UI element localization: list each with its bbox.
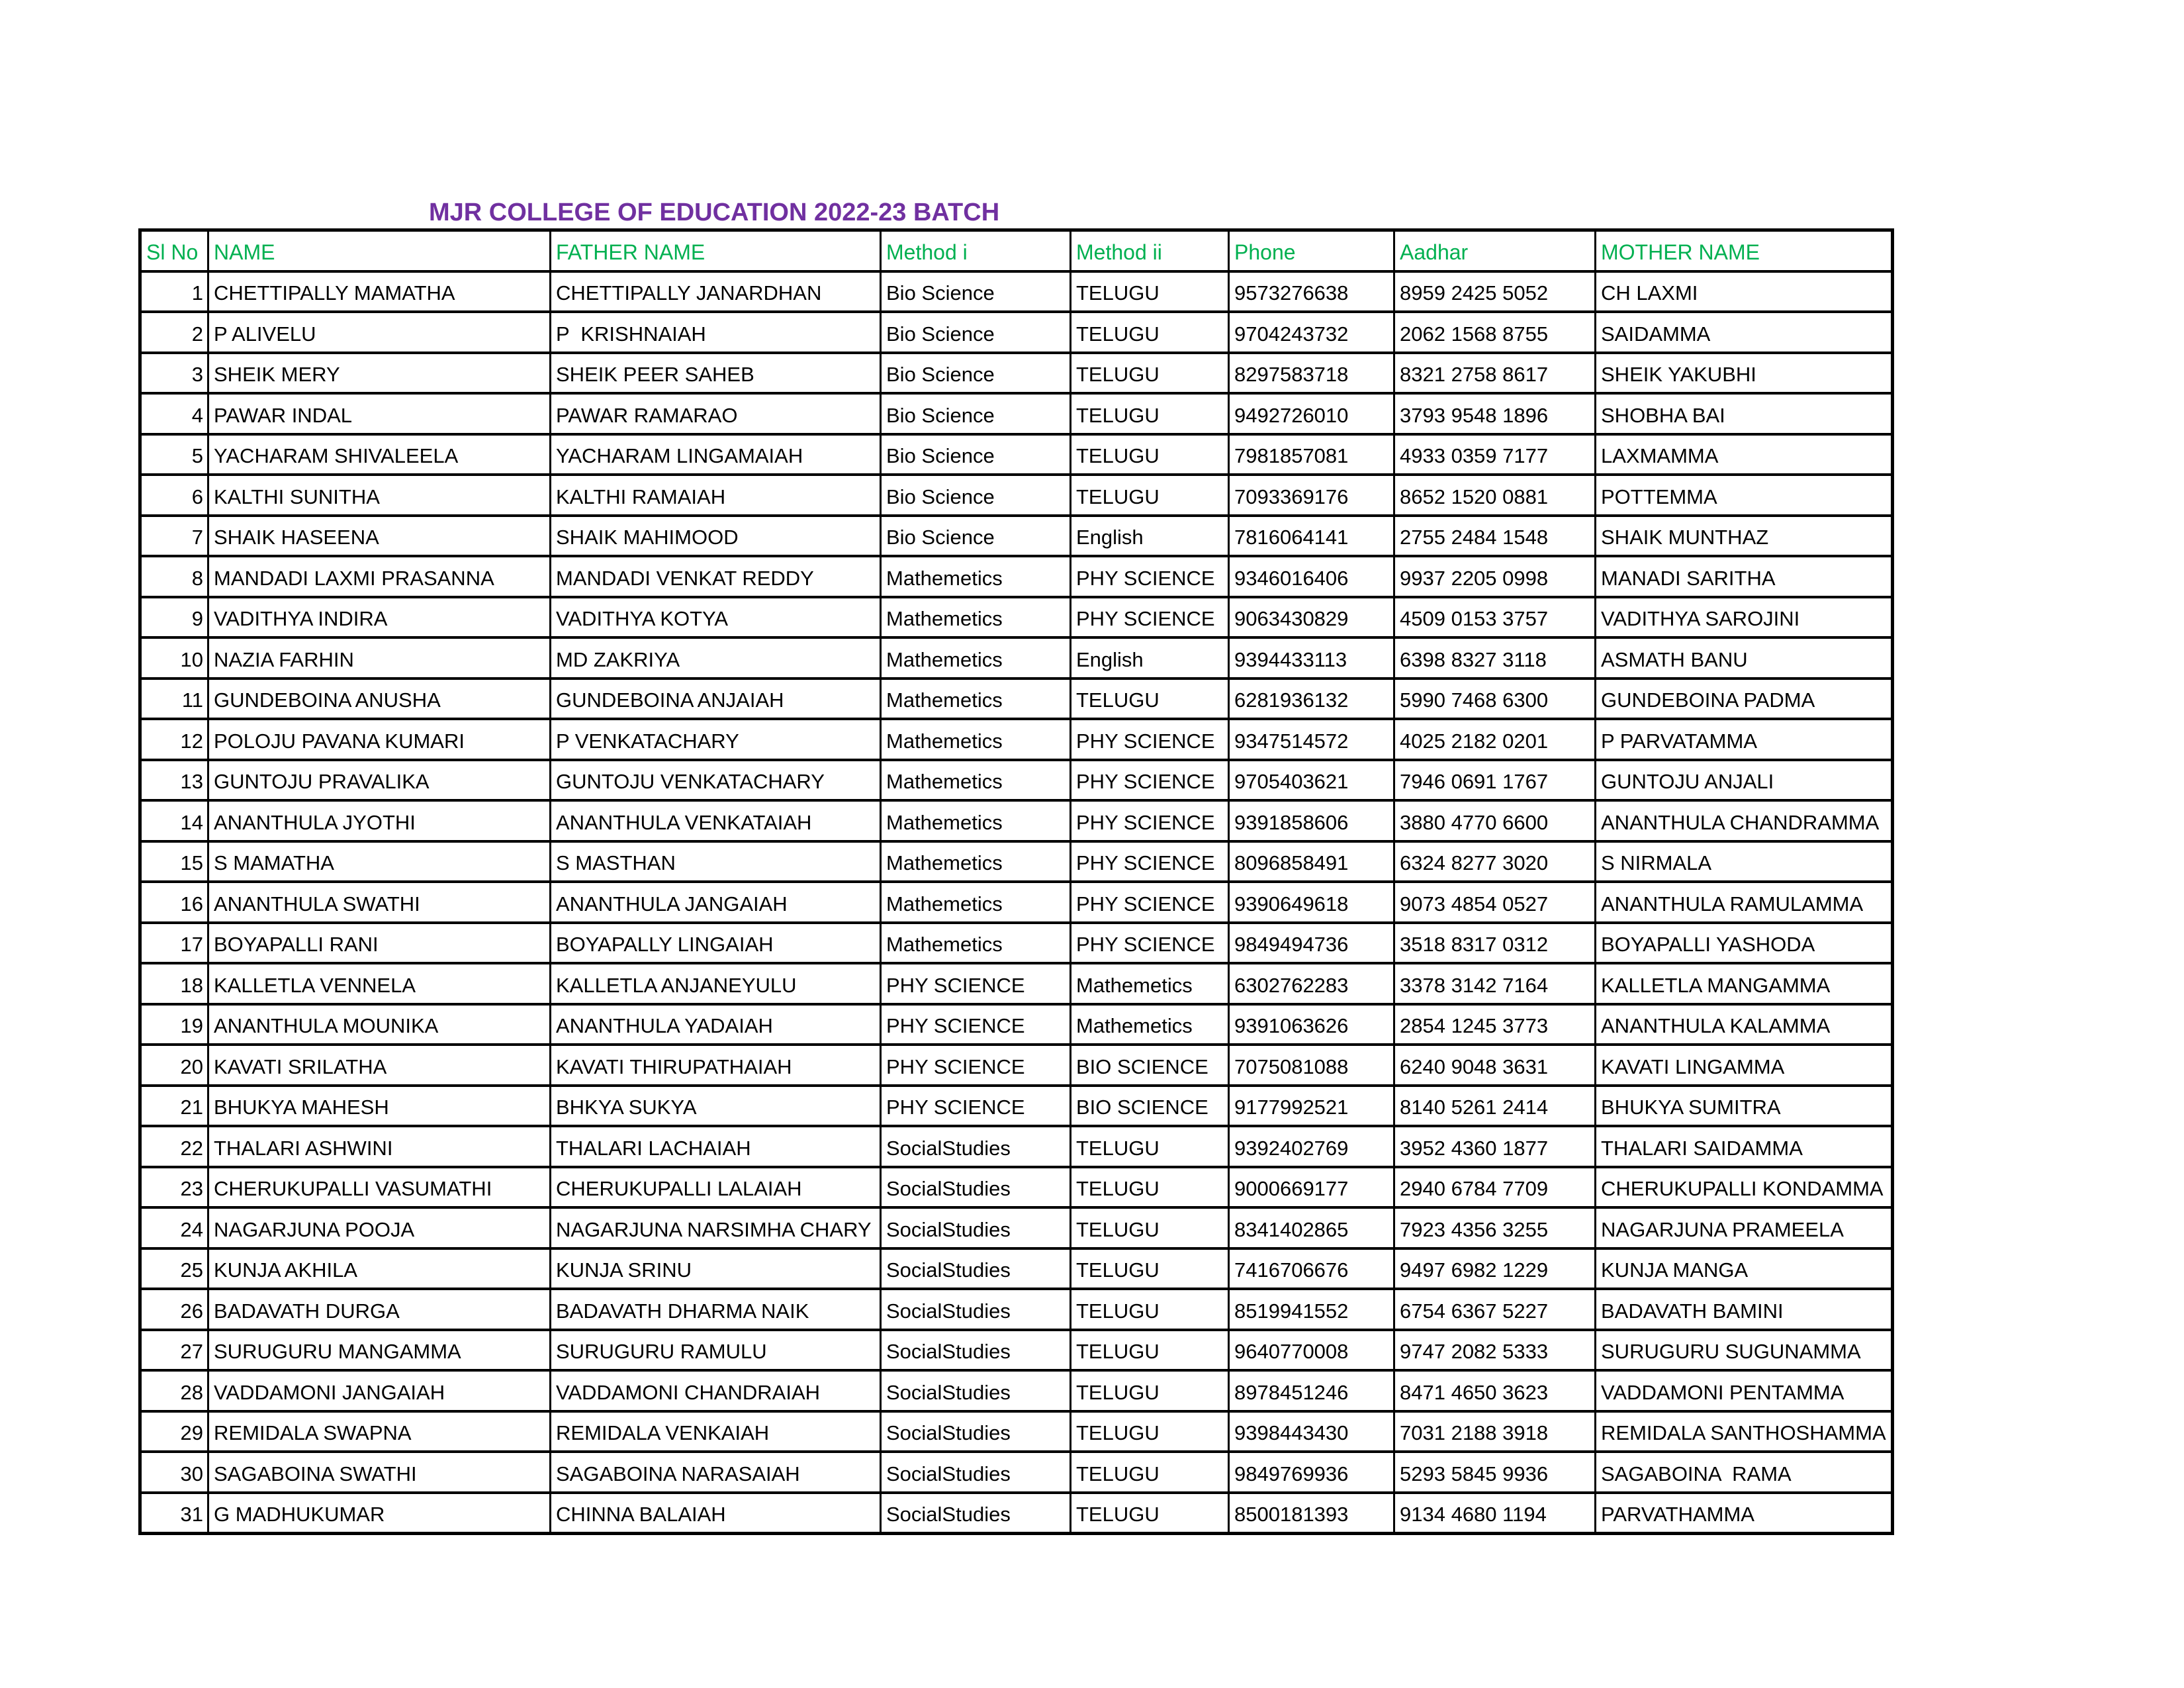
cell-mother-name: ANANTHULA KALAMMA: [1596, 1004, 1893, 1045]
cell-sl-no: 3: [140, 353, 208, 394]
cell-sl-no: 31: [140, 1493, 208, 1534]
cell-mother-name: ANANTHULA RAMULAMMA: [1596, 882, 1893, 923]
table-row: [140, 800, 1893, 841]
cell-method-i: SocialStudies: [881, 1207, 1071, 1248]
cell-method-ii: TELUGU: [1071, 312, 1229, 353]
table-row: [140, 271, 1893, 312]
cell-mother-name: SURUGURU SUGUNAMMA: [1596, 1330, 1893, 1371]
cell-method-ii: PHY SCIENCE: [1071, 719, 1229, 760]
cell-method-ii: English: [1071, 637, 1229, 679]
cell-father-name: ANANTHULA YADAIAH: [551, 1004, 881, 1045]
cell-method-i: Bio Science: [881, 353, 1071, 394]
cell-sl-no: 22: [140, 1126, 208, 1167]
cell-aadhar: 2062 1568 8755: [1394, 312, 1596, 353]
cell-mother-name: VADITHYA SAROJINI: [1596, 597, 1893, 638]
cell-father-name: KUNJA SRINU: [551, 1248, 881, 1289]
table-row: [140, 1086, 1893, 1127]
cell-mother-name: BHUKYA SUMITRA: [1596, 1086, 1893, 1127]
cell-method-i: Bio Science: [881, 516, 1071, 557]
cell-method-ii: PHY SCIENCE: [1071, 760, 1229, 801]
cell-aadhar: 6754 6367 5227: [1394, 1289, 1596, 1330]
cell-name: BHUKYA MAHESH: [208, 1086, 551, 1127]
cell-mother-name: SAIDAMMA: [1596, 312, 1893, 353]
cell-phone: 9390649618: [1229, 882, 1394, 923]
cell-sl-no: 14: [140, 800, 208, 841]
cell-method-i: SocialStudies: [881, 1248, 1071, 1289]
cell-name: YACHARAM SHIVALEELA: [208, 434, 551, 475]
cell-name: SAGABOINA SWATHI: [208, 1452, 551, 1493]
cell-mother-name: GUNDEBOINA PADMA: [1596, 679, 1893, 720]
cell-mother-name: KAVATI LINGAMMA: [1596, 1045, 1893, 1086]
cell-name: S MAMATHA: [208, 841, 551, 882]
cell-name: NAZIA FARHIN: [208, 637, 551, 679]
cell-method-ii: TELUGU: [1071, 353, 1229, 394]
cell-sl-no: 29: [140, 1411, 208, 1452]
cell-phone: 9849769936: [1229, 1452, 1394, 1493]
table-row: [140, 434, 1893, 475]
cell-method-i: PHY SCIENCE: [881, 1004, 1071, 1045]
table-row: [140, 516, 1893, 557]
table-row: [140, 679, 1893, 720]
cell-sl-no: 5: [140, 434, 208, 475]
cell-aadhar: 6240 9048 3631: [1394, 1045, 1596, 1086]
cell-aadhar: 7031 2188 3918: [1394, 1411, 1596, 1452]
cell-method-ii: TELUGU: [1071, 1370, 1229, 1411]
cell-aadhar: 8140 5261 2414: [1394, 1086, 1596, 1127]
cell-sl-no: 1: [140, 271, 208, 312]
cell-method-i: SocialStudies: [881, 1167, 1071, 1208]
cell-method-i: Bio Science: [881, 475, 1071, 516]
cell-method-ii: PHY SCIENCE: [1071, 556, 1229, 597]
header-row: [140, 230, 1893, 271]
cell-name: BOYAPALLI RANI: [208, 923, 551, 964]
cell-name: SHEIK MERY: [208, 353, 551, 394]
table-row: [140, 1167, 1893, 1208]
cell-aadhar: 5990 7468 6300: [1394, 679, 1596, 720]
cell-aadhar: 3518 8317 0312: [1394, 923, 1596, 964]
cell-phone: 6281936132: [1229, 679, 1394, 720]
cell-father-name: SAGABOINA NARASAIAH: [551, 1452, 881, 1493]
cell-father-name: SURUGURU RAMULU: [551, 1330, 881, 1371]
cell-father-name: P KRISHNAIAH: [551, 312, 881, 353]
table-row: [140, 597, 1893, 638]
cell-father-name: THALARI LACHAIAH: [551, 1126, 881, 1167]
cell-method-i: SocialStudies: [881, 1370, 1071, 1411]
cell-method-i: Bio Science: [881, 271, 1071, 312]
cell-name: G MADHUKUMAR: [208, 1493, 551, 1534]
cell-aadhar: 4509 0153 3757: [1394, 597, 1596, 638]
cell-method-i: Mathemetics: [881, 923, 1071, 964]
cell-method-ii: TELUGU: [1071, 1411, 1229, 1452]
table-row: [140, 841, 1893, 882]
cell-phone: 9398443430: [1229, 1411, 1394, 1452]
cell-method-i: Mathemetics: [881, 679, 1071, 720]
cell-aadhar: 7923 4356 3255: [1394, 1207, 1596, 1248]
cell-mother-name: SHOBHA BAI: [1596, 393, 1893, 434]
cell-name: ANANTHULA SWATHI: [208, 882, 551, 923]
table-row: [140, 1207, 1893, 1248]
cell-name: ANANTHULA JYOTHI: [208, 800, 551, 841]
cell-aadhar: 3880 4770 6600: [1394, 800, 1596, 841]
table-row: [140, 719, 1893, 760]
table-row: [140, 556, 1893, 597]
cell-father-name: KALLETLA ANJANEYULU: [551, 963, 881, 1004]
cell-method-i: SocialStudies: [881, 1411, 1071, 1452]
cell-mother-name: KUNJA MANGA: [1596, 1248, 1893, 1289]
cell-father-name: VADITHYA KOTYA: [551, 597, 881, 638]
cell-mother-name: VADDAMONI PENTAMMA: [1596, 1370, 1893, 1411]
cell-method-i: SocialStudies: [881, 1126, 1071, 1167]
students-table: [138, 228, 1894, 1535]
cell-father-name: MANDADI VENKAT REDDY: [551, 556, 881, 597]
cell-mother-name: REMIDALA SANTHOSHAMMA: [1596, 1411, 1893, 1452]
col-header-father-name: FATHER NAME: [551, 230, 881, 271]
table-row: [140, 923, 1893, 964]
cell-father-name: KAVATI THIRUPATHAIAH: [551, 1045, 881, 1086]
cell-father-name: BHKYA SUKYA: [551, 1086, 881, 1127]
cell-sl-no: 2: [140, 312, 208, 353]
cell-name: POLOJU PAVANA KUMARI: [208, 719, 551, 760]
table-row: [140, 312, 1893, 353]
cell-method-i: PHY SCIENCE: [881, 1086, 1071, 1127]
cell-method-ii: TELUGU: [1071, 679, 1229, 720]
cell-sl-no: 25: [140, 1248, 208, 1289]
cell-phone: 9704243732: [1229, 312, 1394, 353]
col-header-phone: Phone: [1229, 230, 1394, 271]
cell-mother-name: SHAIK MUNTHAZ: [1596, 516, 1893, 557]
cell-phone: 9347514572: [1229, 719, 1394, 760]
cell-method-ii: TELUGU: [1071, 1330, 1229, 1371]
table-row: [140, 637, 1893, 679]
table-row: [140, 1493, 1893, 1534]
cell-method-i: Mathemetics: [881, 800, 1071, 841]
cell-father-name: P VENKATACHARY: [551, 719, 881, 760]
cell-mother-name: CH LAXMI: [1596, 271, 1893, 312]
cell-method-ii: TELUGU: [1071, 271, 1229, 312]
table-row: [140, 1004, 1893, 1045]
cell-mother-name: BOYAPALLI YASHODA: [1596, 923, 1893, 964]
cell-phone: 8978451246: [1229, 1370, 1394, 1411]
col-header-method-ii: Method ii: [1071, 230, 1229, 271]
table-row: [140, 1370, 1893, 1411]
table-row: [140, 393, 1893, 434]
cell-mother-name: THALARI SAIDAMMA: [1596, 1126, 1893, 1167]
cell-method-ii: TELUGU: [1071, 1126, 1229, 1167]
table-row: [140, 1452, 1893, 1493]
cell-aadhar: 5293 5845 9936: [1394, 1452, 1596, 1493]
cell-aadhar: 3952 4360 1877: [1394, 1126, 1596, 1167]
cell-aadhar: 2755 2484 1548: [1394, 516, 1596, 557]
cell-name: KUNJA AKHILA: [208, 1248, 551, 1289]
cell-method-i: SocialStudies: [881, 1452, 1071, 1493]
cell-phone: 7093369176: [1229, 475, 1394, 516]
cell-mother-name: KALLETLA MANGAMMA: [1596, 963, 1893, 1004]
cell-aadhar: 9747 2082 5333: [1394, 1330, 1596, 1371]
cell-sl-no: 7: [140, 516, 208, 557]
cell-name: BADAVATH DURGA: [208, 1289, 551, 1330]
cell-father-name: CHERUKUPALLI LALAIAH: [551, 1167, 881, 1208]
col-header-method-i: Method i: [881, 230, 1071, 271]
cell-name: NAGARJUNA POOJA: [208, 1207, 551, 1248]
cell-father-name: ANANTHULA JANGAIAH: [551, 882, 881, 923]
cell-name: VADITHYA INDIRA: [208, 597, 551, 638]
cell-method-ii: BIO SCIENCE: [1071, 1045, 1229, 1086]
cell-phone: 6302762283: [1229, 963, 1394, 1004]
cell-phone: 9000669177: [1229, 1167, 1394, 1208]
cell-sl-no: 26: [140, 1289, 208, 1330]
cell-sl-no: 19: [140, 1004, 208, 1045]
cell-name: GUNDEBOINA ANUSHA: [208, 679, 551, 720]
cell-aadhar: 3793 9548 1896: [1394, 393, 1596, 434]
cell-name: THALARI ASHWINI: [208, 1126, 551, 1167]
cell-sl-no: 10: [140, 637, 208, 679]
page-title: MJR COLLEGE OF EDUCATION 2022-23 BATCH: [429, 199, 1000, 226]
cell-name: SURUGURU MANGAMMA: [208, 1330, 551, 1371]
cell-father-name: MD ZAKRIYA: [551, 637, 881, 679]
cell-method-ii: TELUGU: [1071, 1289, 1229, 1330]
cell-aadhar: 6324 8277 3020: [1394, 841, 1596, 882]
cell-sl-no: 16: [140, 882, 208, 923]
cell-father-name: KALTHI RAMAIAH: [551, 475, 881, 516]
cell-method-ii: BIO SCIENCE: [1071, 1086, 1229, 1127]
cell-aadhar: 8652 1520 0881: [1394, 475, 1596, 516]
cell-name: REMIDALA SWAPNA: [208, 1411, 551, 1452]
cell-method-i: SocialStudies: [881, 1330, 1071, 1371]
cell-mother-name: P PARVATAMMA: [1596, 719, 1893, 760]
cell-phone: 9492726010: [1229, 393, 1394, 434]
cell-mother-name: PARVATHAMMA: [1596, 1493, 1893, 1534]
cell-mother-name: MANADI SARITHA: [1596, 556, 1893, 597]
cell-sl-no: 11: [140, 679, 208, 720]
cell-method-ii: TELUGU: [1071, 1167, 1229, 1208]
cell-phone: 7416706676: [1229, 1248, 1394, 1289]
cell-phone: 9849494736: [1229, 923, 1394, 964]
table-row: [140, 1411, 1893, 1452]
cell-method-ii: PHY SCIENCE: [1071, 882, 1229, 923]
cell-phone: 9391063626: [1229, 1004, 1394, 1045]
cell-mother-name: SHEIK YAKUBHI: [1596, 353, 1893, 394]
cell-name: P ALIVELU: [208, 312, 551, 353]
cell-mother-name: NAGARJUNA PRAMEELA: [1596, 1207, 1893, 1248]
cell-method-i: Bio Science: [881, 393, 1071, 434]
cell-method-i: Mathemetics: [881, 556, 1071, 597]
col-header-aadhar: Aadhar: [1394, 230, 1596, 271]
cell-aadhar: 9073 4854 0527: [1394, 882, 1596, 923]
cell-method-i: SocialStudies: [881, 1289, 1071, 1330]
cell-sl-no: 28: [140, 1370, 208, 1411]
cell-sl-no: 15: [140, 841, 208, 882]
cell-mother-name: BADAVATH BAMINI: [1596, 1289, 1893, 1330]
cell-name: KAVATI SRILATHA: [208, 1045, 551, 1086]
cell-method-ii: English: [1071, 516, 1229, 557]
cell-phone: 7816064141: [1229, 516, 1394, 557]
cell-method-i: SocialStudies: [881, 1493, 1071, 1534]
table-row: [140, 1045, 1893, 1086]
table-row: [140, 353, 1893, 394]
cell-name: SHAIK HASEENA: [208, 516, 551, 557]
cell-phone: 9391858606: [1229, 800, 1394, 841]
cell-name: PAWAR INDAL: [208, 393, 551, 434]
cell-method-ii: PHY SCIENCE: [1071, 923, 1229, 964]
cell-phone: 9394433113: [1229, 637, 1394, 679]
cell-sl-no: 13: [140, 760, 208, 801]
cell-aadhar: 8321 2758 8617: [1394, 353, 1596, 394]
cell-phone: 8096858491: [1229, 841, 1394, 882]
cell-method-i: PHY SCIENCE: [881, 1045, 1071, 1086]
cell-sl-no: 27: [140, 1330, 208, 1371]
table-row: [140, 475, 1893, 516]
cell-sl-no: 12: [140, 719, 208, 760]
cell-name: KALTHI SUNITHA: [208, 475, 551, 516]
cell-aadhar: 6398 8327 3118: [1394, 637, 1596, 679]
cell-sl-no: 9: [140, 597, 208, 638]
cell-sl-no: 24: [140, 1207, 208, 1248]
cell-sl-no: 20: [140, 1045, 208, 1086]
cell-phone: 9177992521: [1229, 1086, 1394, 1127]
cell-sl-no: 4: [140, 393, 208, 434]
cell-sl-no: 23: [140, 1167, 208, 1208]
cell-phone: 9705403621: [1229, 760, 1394, 801]
cell-name: MANDADI LAXMI PRASANNA: [208, 556, 551, 597]
cell-phone: 7075081088: [1229, 1045, 1394, 1086]
cell-aadhar: 4933 0359 7177: [1394, 434, 1596, 475]
cell-method-i: Mathemetics: [881, 637, 1071, 679]
cell-method-i: Mathemetics: [881, 719, 1071, 760]
table-row: [140, 1126, 1893, 1167]
cell-phone: 8297583718: [1229, 353, 1394, 394]
cell-method-i: Mathemetics: [881, 882, 1071, 923]
cell-aadhar: 2854 1245 3773: [1394, 1004, 1596, 1045]
cell-father-name: SHAIK MAHIMOOD: [551, 516, 881, 557]
cell-father-name: NAGARJUNA NARSIMHA CHARY: [551, 1207, 881, 1248]
cell-name: GUNTOJU PRAVALIKA: [208, 760, 551, 801]
cell-mother-name: GUNTOJU ANJALI: [1596, 760, 1893, 801]
cell-aadhar: 9497 6982 1229: [1394, 1248, 1596, 1289]
cell-father-name: CHETTIPALLY JANARDHAN: [551, 271, 881, 312]
cell-method-ii: TELUGU: [1071, 434, 1229, 475]
cell-aadhar: 8959 2425 5052: [1394, 271, 1596, 312]
cell-father-name: SHEIK PEER SAHEB: [551, 353, 881, 394]
cell-method-ii: TELUGU: [1071, 1493, 1229, 1534]
cell-father-name: PAWAR RAMARAO: [551, 393, 881, 434]
cell-mother-name: POTTEMMA: [1596, 475, 1893, 516]
cell-aadhar: 7946 0691 1767: [1394, 760, 1596, 801]
cell-method-ii: TELUGU: [1071, 1207, 1229, 1248]
cell-father-name: YACHARAM LINGAMAIAH: [551, 434, 881, 475]
cell-method-i: Bio Science: [881, 312, 1071, 353]
cell-method-ii: PHY SCIENCE: [1071, 841, 1229, 882]
cell-aadhar: 4025 2182 0201: [1394, 719, 1596, 760]
table-row: [140, 1289, 1893, 1330]
cell-sl-no: 21: [140, 1086, 208, 1127]
col-header-mother-name: MOTHER NAME: [1596, 230, 1893, 271]
cell-mother-name: LAXMAMMA: [1596, 434, 1893, 475]
cell-phone: 9063430829: [1229, 597, 1394, 638]
cell-sl-no: 30: [140, 1452, 208, 1493]
cell-method-ii: TELUGU: [1071, 475, 1229, 516]
cell-father-name: BOYAPALLY LINGAIAH: [551, 923, 881, 964]
cell-phone: 9392402769: [1229, 1126, 1394, 1167]
cell-sl-no: 8: [140, 556, 208, 597]
table-row: [140, 1248, 1893, 1289]
cell-name: CHETTIPALLY MAMATHA: [208, 271, 551, 312]
cell-phone: 9346016406: [1229, 556, 1394, 597]
cell-father-name: CHINNA BALAIAH: [551, 1493, 881, 1534]
cell-father-name: GUNTOJU VENKATACHARY: [551, 760, 881, 801]
cell-name: ANANTHULA MOUNIKA: [208, 1004, 551, 1045]
cell-sl-no: 18: [140, 963, 208, 1004]
cell-method-ii: Mathemetics: [1071, 963, 1229, 1004]
cell-phone: 9640770008: [1229, 1330, 1394, 1371]
cell-aadhar: 9134 4680 1194: [1394, 1493, 1596, 1534]
cell-method-ii: PHY SCIENCE: [1071, 597, 1229, 638]
cell-sl-no: 17: [140, 923, 208, 964]
cell-method-i: PHY SCIENCE: [881, 963, 1071, 1004]
cell-method-i: Mathemetics: [881, 760, 1071, 801]
cell-aadhar: 2940 6784 7709: [1394, 1167, 1596, 1208]
table-row: [140, 882, 1893, 923]
cell-name: CHERUKUPALLI VASUMATHI: [208, 1167, 551, 1208]
cell-father-name: REMIDALA VENKAIAH: [551, 1411, 881, 1452]
cell-father-name: ANANTHULA VENKATAIAH: [551, 800, 881, 841]
table-row: [140, 760, 1893, 801]
cell-aadhar: 8471 4650 3623: [1394, 1370, 1596, 1411]
col-header-sl-no: Sl No: [140, 230, 208, 271]
cell-phone: 8500181393: [1229, 1493, 1394, 1534]
table-row: [140, 1330, 1893, 1371]
cell-method-ii: TELUGU: [1071, 1248, 1229, 1289]
cell-name: KALLETLA VENNELA: [208, 963, 551, 1004]
cell-method-i: Mathemetics: [881, 841, 1071, 882]
cell-phone: 9573276638: [1229, 271, 1394, 312]
cell-method-ii: TELUGU: [1071, 393, 1229, 434]
cell-father-name: BADAVATH DHARMA NAIK: [551, 1289, 881, 1330]
cell-father-name: S MASTHAN: [551, 841, 881, 882]
cell-mother-name: S NIRMALA: [1596, 841, 1893, 882]
cell-phone: 8519941552: [1229, 1289, 1394, 1330]
table-body: [140, 271, 1893, 1534]
cell-method-i: Bio Science: [881, 434, 1071, 475]
cell-mother-name: ASMATH BANU: [1596, 637, 1893, 679]
cell-method-i: Mathemetics: [881, 597, 1071, 638]
cell-aadhar: 3378 3142 7164: [1394, 963, 1596, 1004]
cell-mother-name: ANANTHULA CHANDRAMMA: [1596, 800, 1893, 841]
cell-method-ii: Mathemetics: [1071, 1004, 1229, 1045]
cell-father-name: GUNDEBOINA ANJAIAH: [551, 679, 881, 720]
cell-mother-name: CHERUKUPALLI KONDAMMA: [1596, 1167, 1893, 1208]
cell-sl-no: 6: [140, 475, 208, 516]
cell-aadhar: 9937 2205 0998: [1394, 556, 1596, 597]
cell-phone: 7981857081: [1229, 434, 1394, 475]
cell-name: VADDAMONI JANGAIAH: [208, 1370, 551, 1411]
cell-mother-name: SAGABOINA RAMA: [1596, 1452, 1893, 1493]
cell-phone: 8341402865: [1229, 1207, 1394, 1248]
col-header-name: NAME: [208, 230, 551, 271]
cell-method-ii: PHY SCIENCE: [1071, 800, 1229, 841]
cell-method-ii: TELUGU: [1071, 1452, 1229, 1493]
cell-father-name: VADDAMONI CHANDRAIAH: [551, 1370, 881, 1411]
table-row: [140, 963, 1893, 1004]
